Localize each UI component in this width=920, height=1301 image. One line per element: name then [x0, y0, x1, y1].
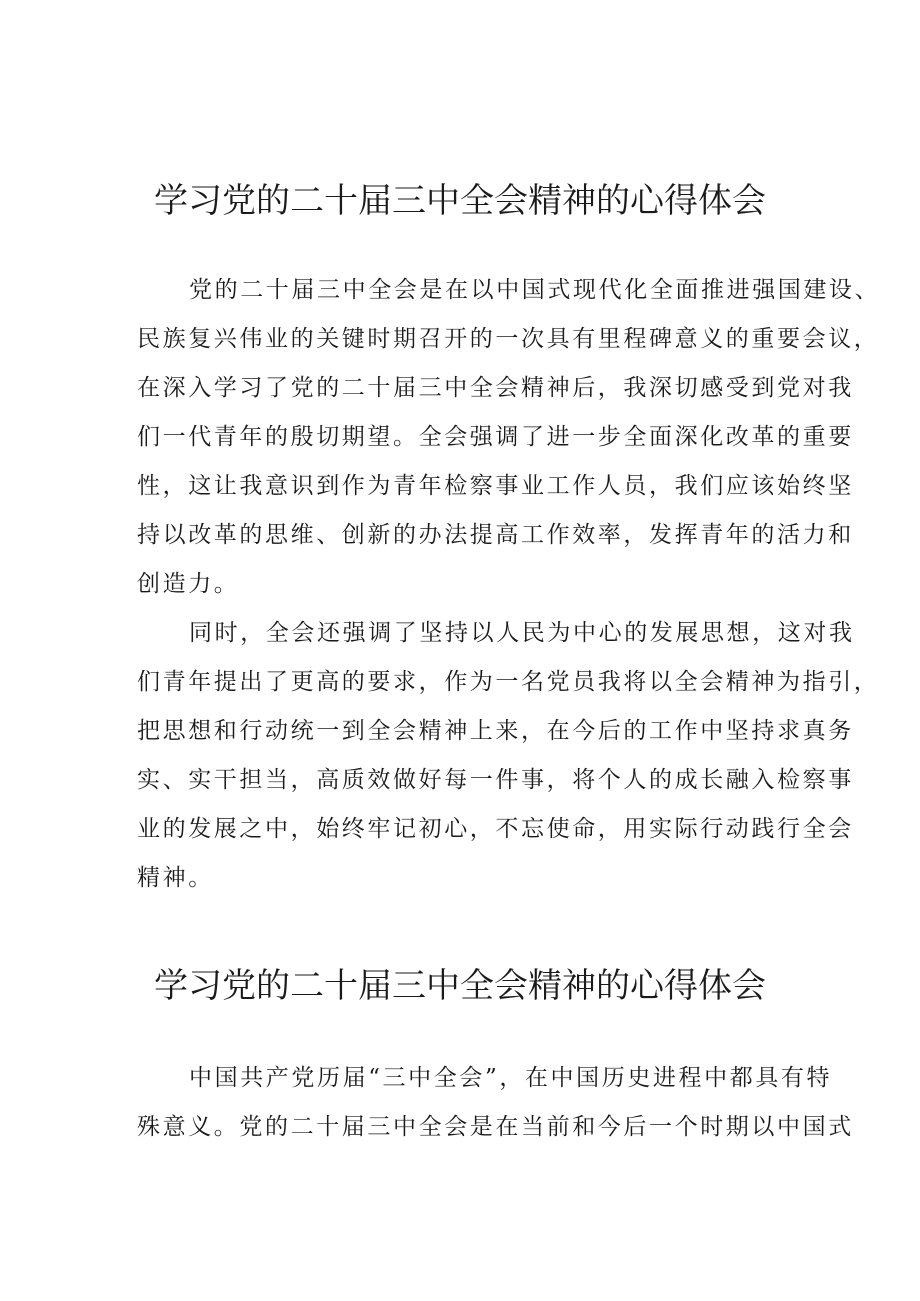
paragraph-line: 党的二十届三中全会是在以中国式现代化全面推进强国建设、 [189, 277, 881, 303]
paragraph-line: 创造力。 [137, 571, 240, 597]
paragraph-line: 民族复兴伟业的关键时期召开的一次具有里程碑意义的重要会议， [137, 326, 880, 352]
section-title: 学习党的二十届三中全会精神的心得体会 [154, 181, 766, 221]
paragraph-line: 在深入学习了党的二十届三中全会精神后，我深切感受到党对我 [137, 375, 854, 401]
paragraph-line: 实、实干担当，高质效做好每一件事，将个人的成长融入检察事 [137, 767, 854, 793]
paragraph-line: 们青年提出了更高的要求，作为一名党员我将以全会精神为指引， [137, 669, 880, 695]
paragraph-line: 殊意义。党的二十届三中全会是在当前和今后一个时期以中国式 [137, 1114, 854, 1140]
paragraph-line: 们一代青年的殷切期望。全会强调了进一步全面深化改革的重要 [137, 424, 854, 450]
paragraph-line: 精神。 [137, 865, 214, 891]
paragraph-line: 中国共产党历届“三中全会”，在中国历史进程中都具有特 [189, 1065, 833, 1091]
paragraph-line: 把思想和行动统一到全会精神上来，在今后的工作中坚持求真务 [137, 718, 854, 744]
paragraph-line: 同时，全会还强调了坚持以人民为中心的发展思想，这对我 [189, 620, 855, 646]
section-title: 学习党的二十届三中全会精神的心得体会 [154, 966, 766, 1006]
paragraph-line: 业的发展之中，始终牢记初心，不忘使命，用实际行动践行全会 [137, 816, 854, 842]
paragraph-line: 性，这让我意识到作为青年检察事业工作人员，我们应该始终坚 [137, 473, 854, 499]
paragraph-line: 持以改革的思维、创新的办法提高工作效率，发挥青年的活力和 [137, 522, 854, 548]
